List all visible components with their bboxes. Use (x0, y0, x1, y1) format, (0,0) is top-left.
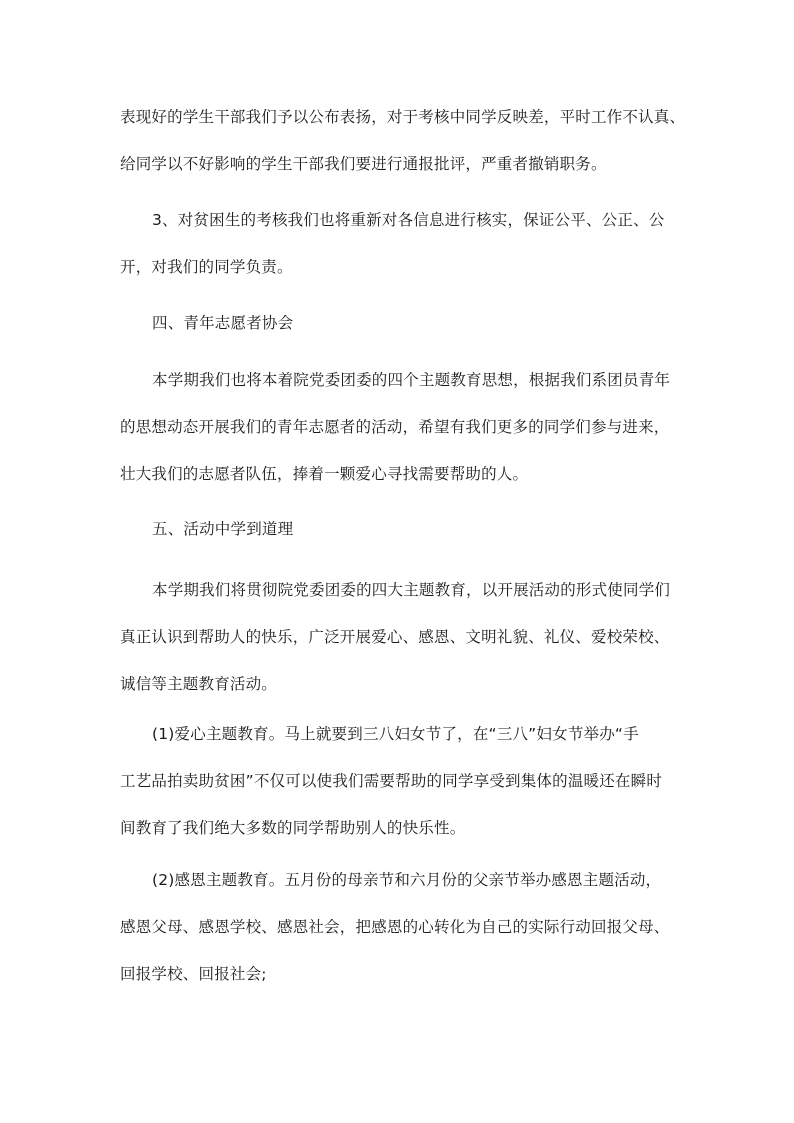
paragraph-love-theme (120, 711, 680, 852)
text-line: 回报学校、回报社会; (120, 965, 267, 983)
section-heading-activities: 五、活动中学到道理 (152, 520, 294, 538)
paragraph-poor-student-review (120, 197, 680, 291)
paragraph-cadre-evaluation (120, 94, 686, 188)
text-line: 感恩父母、感恩学校、感恩社会，把感恩的心转化为自己的实际行动回报父母、 (120, 918, 670, 936)
text-line: 真正认识到帮助人的快乐，广泛开展爱心、感恩、文明礼貌、礼仪、爱校荣校、 (120, 628, 670, 646)
text-line: 3、对贫困生的考核我们也将重新对各信息进行核实，保证公平、公正、公 (152, 211, 665, 229)
text-line: 诚信等主题教育活动。 (120, 675, 278, 693)
text-line: (2)感恩主题教育。五月份的母亲节和六月份的父亲节举办感恩主题活动， (152, 871, 662, 889)
text-line: 间教育了我们绝大多数的同学帮助别人的快乐性。 (120, 819, 466, 837)
text-line: 开，对我们的同学负责。 (120, 258, 293, 276)
paragraph-theme-education (120, 567, 680, 708)
paragraph-volunteer-plan (120, 357, 680, 498)
text-line: 给同学以不好影响的学生干部我们要进行通报批评，严重者撤销职务。 (120, 155, 607, 173)
text-line: (1)爱心主题教育。马上就要到三八妇女节了，在“三八”妇女节举办“手 (152, 725, 639, 743)
text-line: 本学期我们将贯彻院党委团委的四大主题教育，以开展活动的形式使同学们 (152, 581, 671, 599)
text-line: 的思想动态开展我们的青年志愿者的活动，希望有我们更多的同学们参与进来， (120, 418, 670, 436)
paragraph-gratitude-theme (120, 857, 680, 998)
text-line: 表现好的学生干部我们予以公布表扬，对于考核中同学反映差，平时工作不认真、 (120, 108, 686, 126)
text-line: 本学期我们也将本着院党委团委的四个主题教育思想，根据我们系团员青年 (152, 371, 671, 389)
text-line: 工艺品拍卖助贫困”不仅可以使我们需要帮助的同学享受到集体的温暖还在瞬时 (120, 772, 663, 790)
section-heading-volunteer-association: 四、青年志愿者协会 (152, 314, 294, 332)
text-line: 壮大我们的志愿者队伍，捧着一颗爱心寻找需要帮助的人。 (120, 465, 529, 483)
